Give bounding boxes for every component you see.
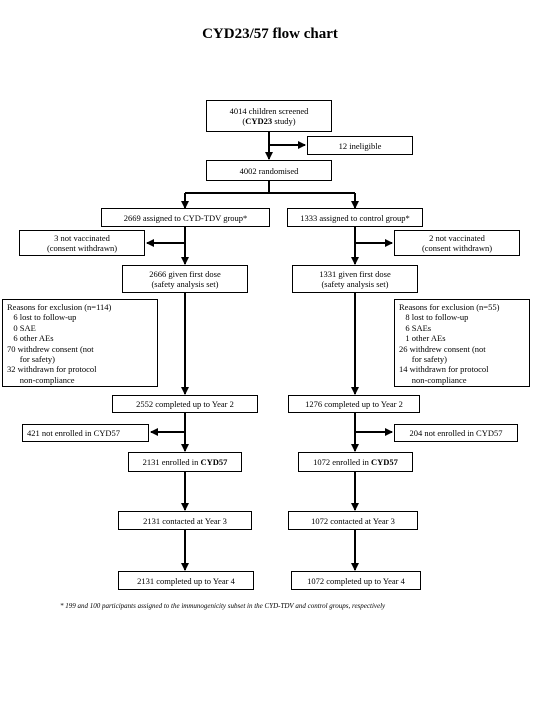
right-exclusion-line: 6 SAEs [399, 322, 432, 333]
box-cyd-tdv-group: 2669 assigned to CYD-TDV group* [101, 208, 270, 227]
box-left-not-vaccinated: 3 not vaccinated (consent withdrawn) [19, 230, 145, 256]
box-left-enrolled-cyd57: 2131 enrolled in CYD57 [128, 452, 242, 472]
right-exclusion-line: Reasons for exclusion (n=55) [399, 302, 500, 312]
box-left-completed-year4: 2131 completed up to Year 4 [118, 571, 254, 590]
box-right-contacted-year3: 1072 contacted at Year 3 [288, 511, 418, 530]
box-right-completed-year2: 1276 completed up to Year 2 [288, 395, 420, 413]
box-left-contacted-year3: 2131 contacted at Year 3 [118, 511, 252, 530]
box-left-not-enrolled: 421 not enrolled in CYD57 [22, 424, 149, 442]
left-exclusion-line: 6 lost to follow-up [7, 312, 77, 323]
left-exclusion-line: 0 SAE [7, 322, 36, 333]
chart-title: CYD23/57 flow chart [202, 26, 338, 42]
right-exclusion-line: for safety) [399, 354, 447, 365]
box-left-completed-year2: 2552 completed up to Year 2 [112, 395, 258, 413]
box-right-enrolled-cyd57: 1072 enrolled in CYD57 [298, 452, 413, 472]
box-ineligible: 12 ineligible [307, 136, 413, 155]
right-exclusion-line: 14 withdrawn for protocol [399, 364, 489, 375]
box-right-completed-year4: 1072 completed up to Year 4 [291, 571, 421, 590]
box-control-group: 1333 assigned to control group* [287, 208, 423, 227]
left-exclusion-line: Reasons for exclusion (n=114) [7, 302, 112, 312]
box-right-first-dose: 1331 given first dose (safety analysis set) [292, 265, 418, 293]
right-exclusion-line: 8 lost to follow-up [399, 312, 469, 323]
left-exclusion-line: 6 other AEs [7, 333, 54, 344]
box-right-not-vaccinated: 2 not vaccinated (consent withdrawn) [394, 230, 520, 256]
screened-line2: (CYD23 study) [242, 116, 296, 126]
left-exclusion-line: non-compliance [7, 374, 75, 385]
box-right-exclusion-reasons [394, 299, 530, 387]
right-exclusion-line: non-compliance [399, 374, 467, 385]
footnote: * 199 and 100 participants assigned to the immunogenicity subset in the CYD-TDV and control groups, respectively [60, 602, 386, 610]
box-randomised: 4002 randomised [206, 160, 332, 181]
box-right-not-enrolled: 204 not enrolled in CYD57 [394, 424, 518, 442]
left-exclusion-line: for safety) [7, 354, 55, 365]
box-left-exclusion-reasons [2, 299, 158, 387]
right-exclusion-line: 1 other AEs [399, 333, 446, 344]
screened-line1: 4014 children screened [229, 106, 309, 116]
right-exclusion-line: 26 withdrew consent (not [399, 343, 486, 354]
box-children-screened [206, 100, 332, 132]
box-left-first-dose: 2666 given first dose (safety analysis set) [122, 265, 248, 293]
left-exclusion-line: 32 withdrawn for protocol [7, 364, 97, 375]
left-exclusion-line: 70 withdrew consent (not [7, 343, 94, 354]
